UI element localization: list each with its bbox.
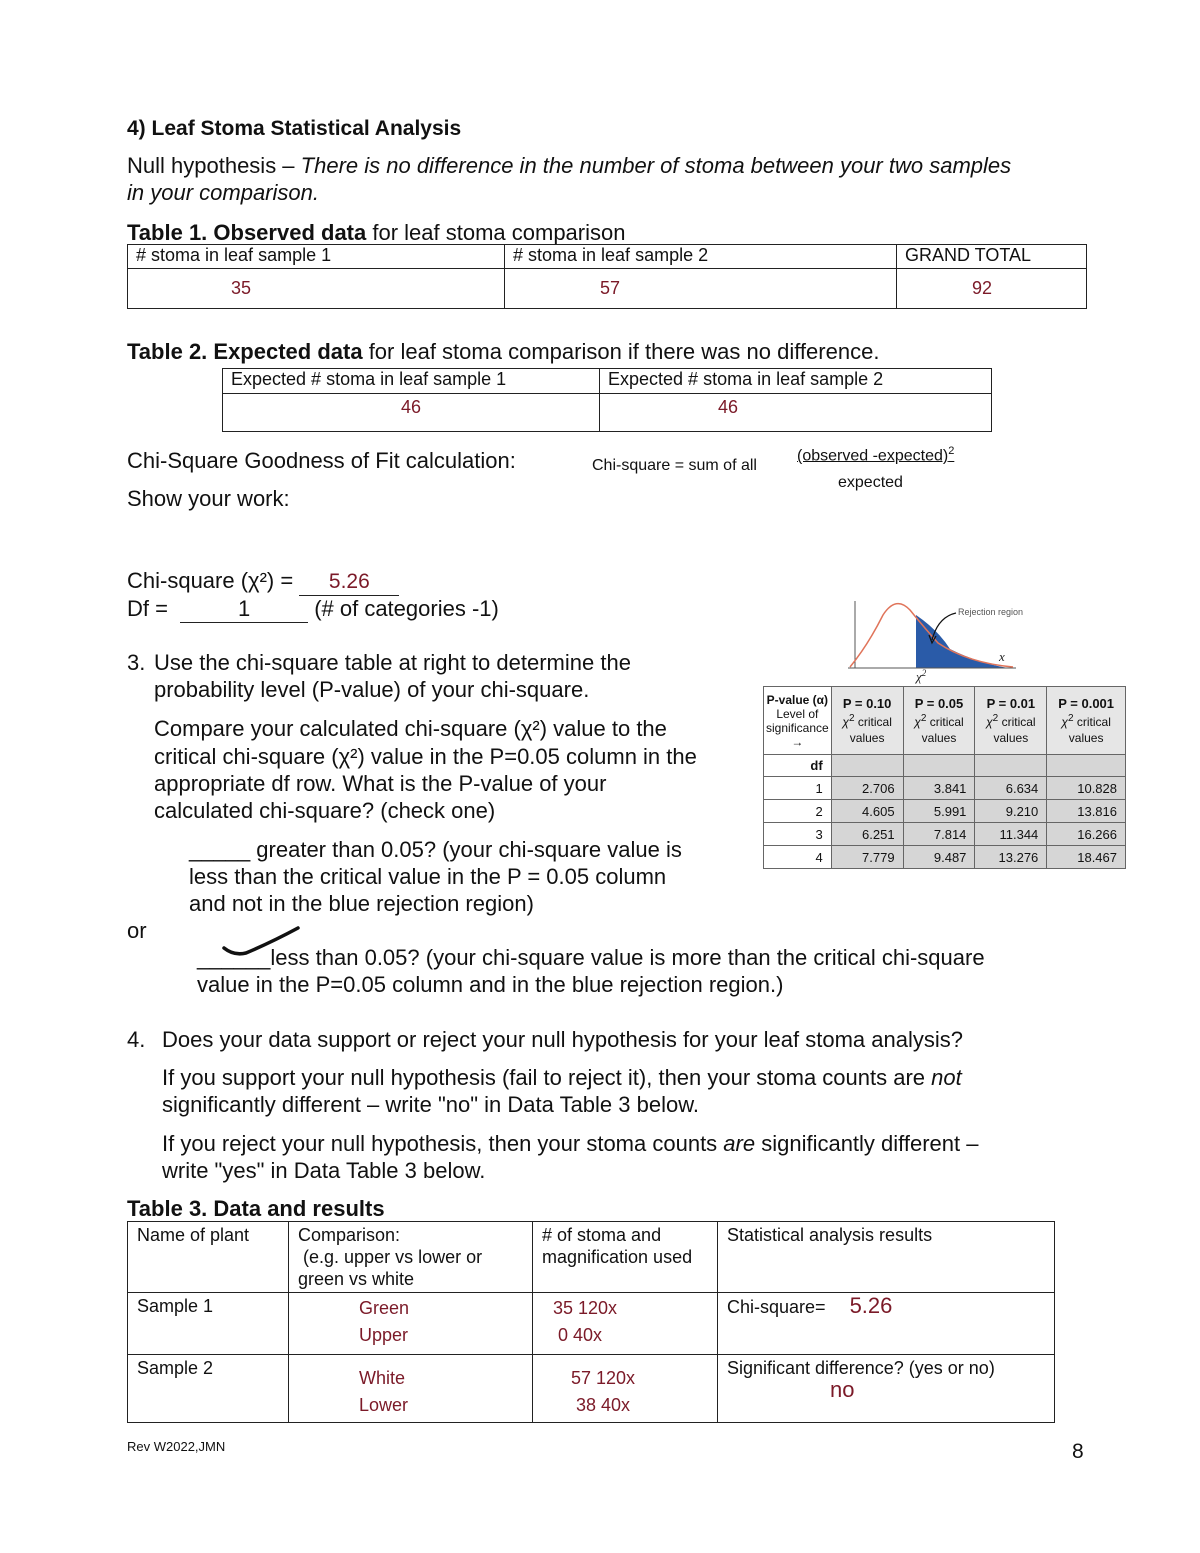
chi-table-col-header (903, 687, 975, 755)
chi-table-col-header (975, 687, 1047, 755)
chi-table-chi-exp: 2 (992, 712, 999, 724)
q3-option2-blank[interactable]: ______ (197, 945, 271, 970)
table3-row2-result-label: Significant difference? (yes or no) (727, 1358, 995, 1378)
table3-row2-name: Sample 2 (128, 1355, 289, 1423)
table3-row2-result (718, 1355, 1055, 1423)
table3-row1-result (718, 1293, 1055, 1355)
table2-expected (222, 368, 992, 432)
chi-table-cell (1047, 755, 1126, 777)
q4-reject-line2: write "yes" in Data Table 3 below. (162, 1158, 486, 1183)
q4-number: 4. (127, 1027, 146, 1052)
chi-result-line (127, 567, 399, 596)
chi-table-col-label2: values (993, 730, 1029, 745)
chi-table-col-p: P = 0.10 (842, 695, 892, 711)
chi-table-col-label2: values (849, 730, 885, 745)
q3-compare1: Compare your calculated chi-square (χ²) value to the (154, 716, 667, 741)
df-line (127, 595, 499, 623)
table3-row1-count1: 35 120x (553, 1298, 618, 1318)
chi-table-arrow-icon: → (791, 734, 804, 749)
chi-table-chi-symbol: χ (914, 714, 921, 729)
x-axis-label: x (999, 649, 1005, 664)
table1-value: 92 (897, 269, 1087, 309)
chi-table-cell: 7.779 (831, 846, 903, 869)
calc-label: Chi-Square Goodness of Fit calculation: (127, 448, 516, 473)
table1-caption-bold: Table 1. Observed data (127, 220, 367, 245)
page-number: 8 (1072, 1440, 1084, 1463)
table2-value: 46 (223, 394, 600, 432)
table3-row2-comp1: White (359, 1368, 406, 1388)
q3-number: 3. (127, 650, 146, 675)
chi-result-label: Chi-square (χ²) = (127, 568, 300, 593)
df-blank (180, 595, 308, 623)
table2-header: Expected # stoma in leaf sample 2 (600, 369, 992, 394)
table1-header: # stoma in leaf sample 1 (128, 245, 505, 269)
chi-axis-exponent: 2 (921, 668, 927, 678)
chi-table-cell: 9.210 (975, 800, 1047, 823)
chi-table-level-label: Level of (776, 706, 819, 721)
chi-table-col-label: critical (857, 714, 892, 729)
formula-numerator (797, 445, 954, 465)
null-hypothesis-line1: There is no difference in the number of stoma between your two samples (300, 153, 1012, 178)
chi-table-col-label: critical (1001, 714, 1036, 729)
chi-table-col-label2: values (921, 730, 957, 745)
q3-option1-blank[interactable]: _____ (189, 837, 251, 862)
table3-row2-comparison (289, 1355, 533, 1423)
q3-option2-text: less than 0.05? (your chi-square value is more than the critical chi-square (270, 945, 985, 970)
chi-result-value: 5.26 (328, 570, 370, 593)
table1-caption-rest: for leaf stoma comparison (366, 220, 626, 245)
chi-table-cell: 18.467 (1047, 846, 1126, 869)
q3-line2: probability level (P-value) of your chi-square. (154, 677, 590, 702)
q4-reject-text-b: significantly different – (755, 1131, 979, 1156)
table3-header-count-1: # of stoma and (542, 1225, 662, 1245)
chi-table-df: 3 (764, 823, 832, 846)
table2-caption-rest: for leaf stoma comparison if there was no difference. (362, 339, 880, 364)
section-title: 4) Leaf Stoma Statistical Analysis (127, 117, 462, 140)
table3-row1-result-label: Chi-square= (727, 1297, 826, 1317)
chi-table-chi-symbol: χ (1061, 714, 1068, 729)
q3-compare3: appropriate df row. What is the P-value of your (154, 771, 607, 796)
table3-header-comparison-title: Comparison: (298, 1225, 401, 1245)
q4-reject-line1 (162, 1130, 978, 1157)
table3-row1-comp2: Upper (359, 1325, 409, 1345)
chi-table-pvalue-label: P-value (α) (766, 692, 829, 707)
chi-table-cell: 10.828 (1047, 777, 1126, 800)
table1-header: # stoma in leaf sample 2 (505, 245, 897, 269)
q4-support-line1 (162, 1064, 962, 1091)
null-hypothesis-line2: in your comparison. (127, 180, 319, 205)
chi-table-cell: 9.487 (903, 846, 975, 869)
chi-table-significance-label: significance (766, 720, 829, 735)
chi-table-chi-exp: 2 (848, 712, 855, 724)
table2-caption (127, 338, 879, 365)
formula-num-text: (observed -expected) (797, 447, 949, 465)
chi-table-col-label: critical (1076, 714, 1111, 729)
table1-value: 57 (505, 269, 897, 309)
q4-line: Does your data support or reject your null hypothesis for your leaf stoma analysis? (162, 1027, 963, 1052)
q3-option2 (197, 944, 985, 971)
df-note: (# of categories -1) (308, 596, 499, 621)
formula-denominator: expected (838, 474, 903, 491)
chi-table-col-label2: values (1068, 730, 1104, 745)
chi-table-chi-symbol: χ (986, 714, 993, 729)
table1-header: GRAND TOTAL (897, 245, 1087, 269)
chi-table-chi-exp: 2 (920, 712, 927, 724)
table3-row2-result-value: no (830, 1377, 855, 1402)
table3-header-count-2: magnification used (542, 1247, 693, 1267)
chi-axis-label (914, 668, 927, 684)
chi-table-cell: 5.991 (903, 800, 975, 823)
chi-table-pvalue-header (764, 687, 832, 755)
table3-row2-comp2: Lower (359, 1395, 409, 1415)
table1-value: 35 (128, 269, 505, 309)
chi-table-cell: 6.251 (831, 823, 903, 846)
table3-row1-name: Sample 1 (128, 1293, 289, 1355)
null-hypothesis (127, 152, 1011, 179)
chi-table-col-p: P = 0.001 (1058, 695, 1115, 711)
chi-table-chi-exp: 2 (1067, 712, 1074, 724)
table3-row2-count (533, 1355, 718, 1423)
or-label: or (127, 918, 147, 943)
chi-table-cell: 6.634 (975, 777, 1047, 800)
formula-exponent: 2 (948, 445, 955, 457)
rejection-region-label: Rejection region (958, 607, 1024, 617)
chi-table-cell: 4.605 (831, 800, 903, 823)
chi-table-cell: 2.706 (831, 777, 903, 800)
q4-support-emphasis: not (931, 1065, 962, 1090)
chi-table-df-label: df (764, 755, 832, 777)
df-label: Df = (127, 596, 175, 621)
chi-square-distribution-graph (838, 595, 1028, 685)
table2-caption-bold: Table 2. Expected data (127, 339, 363, 364)
table1-caption (127, 219, 625, 246)
footer-revision: Rev W2022,JMN (127, 1439, 226, 1454)
show-work: Show your work: (127, 486, 290, 511)
chi-table-df: 2 (764, 800, 832, 823)
q3-line1: Use the chi-square table at right to determine the (154, 650, 631, 675)
table3-row1-count (533, 1293, 718, 1355)
table3-results (127, 1221, 1055, 1423)
table3-header: Statistical analysis results (718, 1222, 1055, 1293)
chi-table-cell: 13.816 (1047, 800, 1126, 823)
checkmark-icon (220, 920, 305, 962)
q3-option1-line3: and not in the blue rejection region) (189, 891, 534, 916)
q4-support-text: If you support your null hypothesis (fail to reject it), then your stoma counts are (162, 1065, 932, 1090)
chi-table-chi-symbol: χ (842, 714, 849, 729)
chi-table-cell: 13.276 (975, 846, 1047, 869)
q3-option1 (189, 836, 682, 863)
table2-header: Expected # stoma in leaf sample 1 (223, 369, 600, 394)
formula-left: Chi-square = sum of all (592, 457, 757, 474)
q3-option1-line2: less than the critical value in the P = 0.05 column (189, 864, 667, 889)
chi-table-col-header (831, 687, 903, 755)
q4-support-line2: significantly different – write "no" in Data Table 3 below. (162, 1092, 700, 1117)
chi-table-df: 4 (764, 846, 832, 869)
table3-row1-comparison (289, 1293, 533, 1355)
q4-reject-text: If you reject your null hypothesis, then your stoma counts (162, 1131, 724, 1156)
chi-table-cell (831, 755, 903, 777)
chi-table-cell (975, 755, 1047, 777)
chi-table-cell: 7.814 (903, 823, 975, 846)
table1-observed (127, 244, 1087, 309)
table3-header-comparison-eg: (e.g. upper vs lower or (303, 1247, 483, 1267)
q3-option2-line2: value in the P=0.05 column and in the blue rejection region.) (197, 972, 784, 997)
df-value: 1 (237, 596, 251, 621)
chi-square-critical-table (763, 686, 1126, 869)
null-hypothesis-label: Null hypothesis – (127, 153, 301, 178)
chi-table-cell: 11.344 (975, 823, 1047, 846)
q3-compare4: calculated chi-square? (check one) (154, 798, 496, 823)
chi-result-blank (299, 567, 399, 596)
table3-row1-count2: 0 40x (558, 1325, 603, 1345)
table3-header-comparison (289, 1222, 533, 1293)
table3-header: Name of plant (128, 1222, 289, 1293)
table3-row1-result-value: 5.26 (849, 1293, 893, 1318)
chi-table-cell: 16.266 (1047, 823, 1126, 846)
chi-table-cell: 3.841 (903, 777, 975, 800)
chi-table-col-header (1047, 687, 1126, 755)
rejection-region-shading (916, 615, 1008, 668)
table3-header-count (533, 1222, 718, 1293)
q3-compare2: critical chi-square (χ²) value in the P=0.05 column in the (154, 744, 697, 769)
q4-reject-emphasis: are (723, 1131, 756, 1156)
chi-axis-symbol: χ (916, 669, 922, 684)
table3-row1-comp1: Green (359, 1298, 410, 1318)
chi-table-col-label: critical (929, 714, 964, 729)
chi-table-cell (903, 755, 975, 777)
chi-table-col-p: P = 0.05 (914, 695, 964, 711)
table3-caption: Table 3. Data and results (127, 1196, 385, 1221)
table3-header-comparison-eg2: green vs white (298, 1269, 415, 1289)
table2-value: 46 (600, 394, 992, 432)
q3-option1-text: greater than 0.05? (your chi-square value is (250, 837, 682, 862)
table3-row2-count1: 57 120x (571, 1368, 636, 1388)
chi-table-col-p: P = 0.01 (986, 695, 1036, 711)
table3-row2-count2: 38 40x (576, 1395, 631, 1415)
chi-table-df: 1 (764, 777, 832, 800)
